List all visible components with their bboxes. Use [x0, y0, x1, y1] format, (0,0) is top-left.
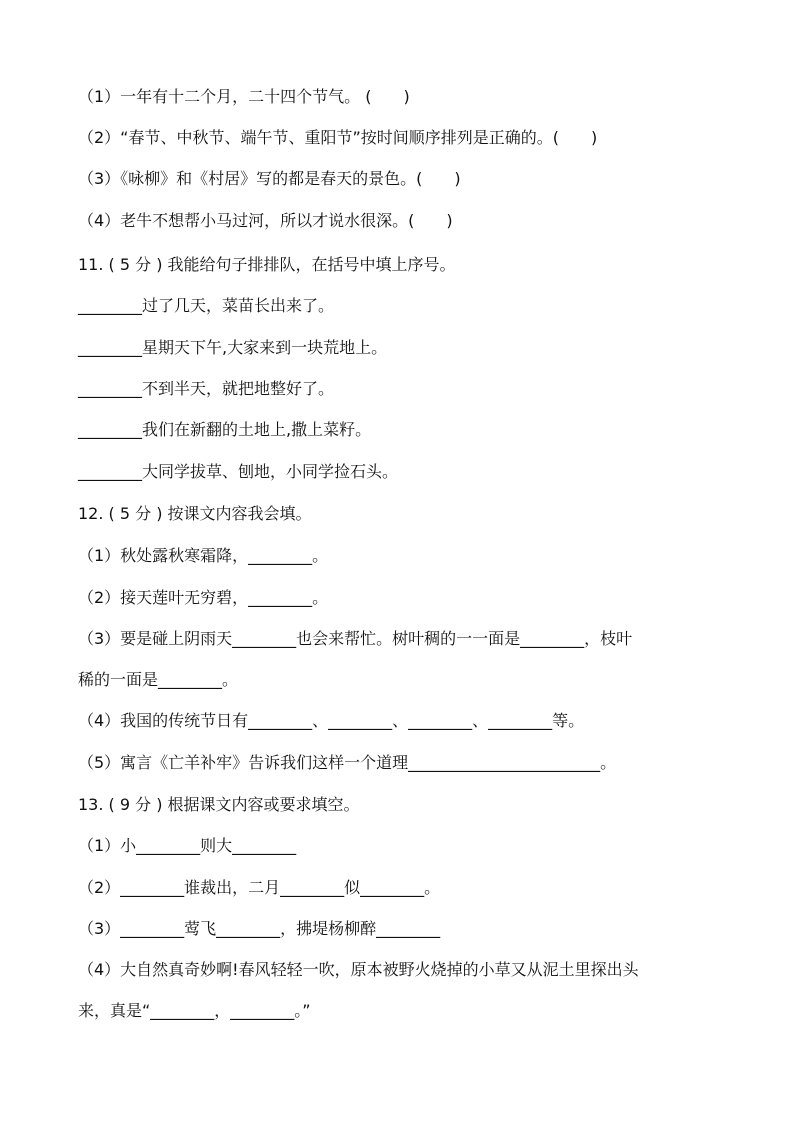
q13-item-4-cont: 来，真是“________，________。” — [78, 1001, 311, 1020]
q13-item-3: （3）________莺飞________，拂堤杨柳醉________ — [78, 919, 441, 938]
q11-sentence-3: ________不到半天，就把地整好了。 — [78, 379, 335, 398]
q12-item-2: （2）接天莲叶无穷碧，________。 — [78, 588, 329, 607]
q13-heading: 13. ( 9 分 ) 根据课文内容或要求填空。 — [78, 795, 360, 814]
q12-item-3: （3）要是碰上阴雨天________也会来帮忙。树叶稠的一一面是________，枝叶 — [78, 629, 633, 648]
q11-sentence-5: ________大同学拔草、刨地，小同学捡石头。 — [78, 462, 399, 481]
q13-item-4: （4）大自然真奇妙啊!春风轻轻一吹，原本被野火烧掉的小草又从泥土里探出头 — [78, 960, 639, 979]
q11-heading: 11. ( 5 分 ) 我能给句子排排队，在括号中填上序号。 — [78, 255, 456, 274]
q11-sentence-2: ________星期天下午,大家来到一块荒地上。 — [78, 338, 388, 357]
q12-item-5: （5）寓言《亡羊补牢》告诉我们这样一个道理________________________。 — [78, 753, 617, 772]
q13-item-1: （1）小________则大________ — [78, 836, 297, 855]
q10-item-2: （2）“春节、中秋节、端午节、重阳节”按时间顺序排列是正确的。( ) — [78, 128, 598, 147]
q13-item-2: （2）________谁裁出，二月________似________。 — [78, 878, 441, 897]
q10-item-1: （1）一年有十二个月，二十四个节气。 ( ) — [78, 87, 410, 106]
q12-item-3-cont: 稀的一面是________。 — [78, 670, 239, 689]
q11-sentence-1: ________过了几天，菜苗长出来了。 — [78, 296, 335, 315]
q10-item-4: （4）老牛不想帮小马过河，所以才说水很深。( ) — [78, 211, 453, 230]
q11-sentence-4: ________我们在新翻的土地上,撒上菜籽。 — [78, 420, 372, 439]
q10-item-3: （3）《咏柳》和《村居》写的都是春天的景色。( ) — [78, 169, 461, 188]
q12-heading: 12. ( 5 分 ) 按课文内容我会填。 — [78, 504, 312, 523]
q12-item-1: （1）秋处露秋寒霜降，________。 — [78, 546, 329, 565]
q12-item-4: （4）我国的传统节日有________、________、________、________等。 — [78, 711, 585, 730]
